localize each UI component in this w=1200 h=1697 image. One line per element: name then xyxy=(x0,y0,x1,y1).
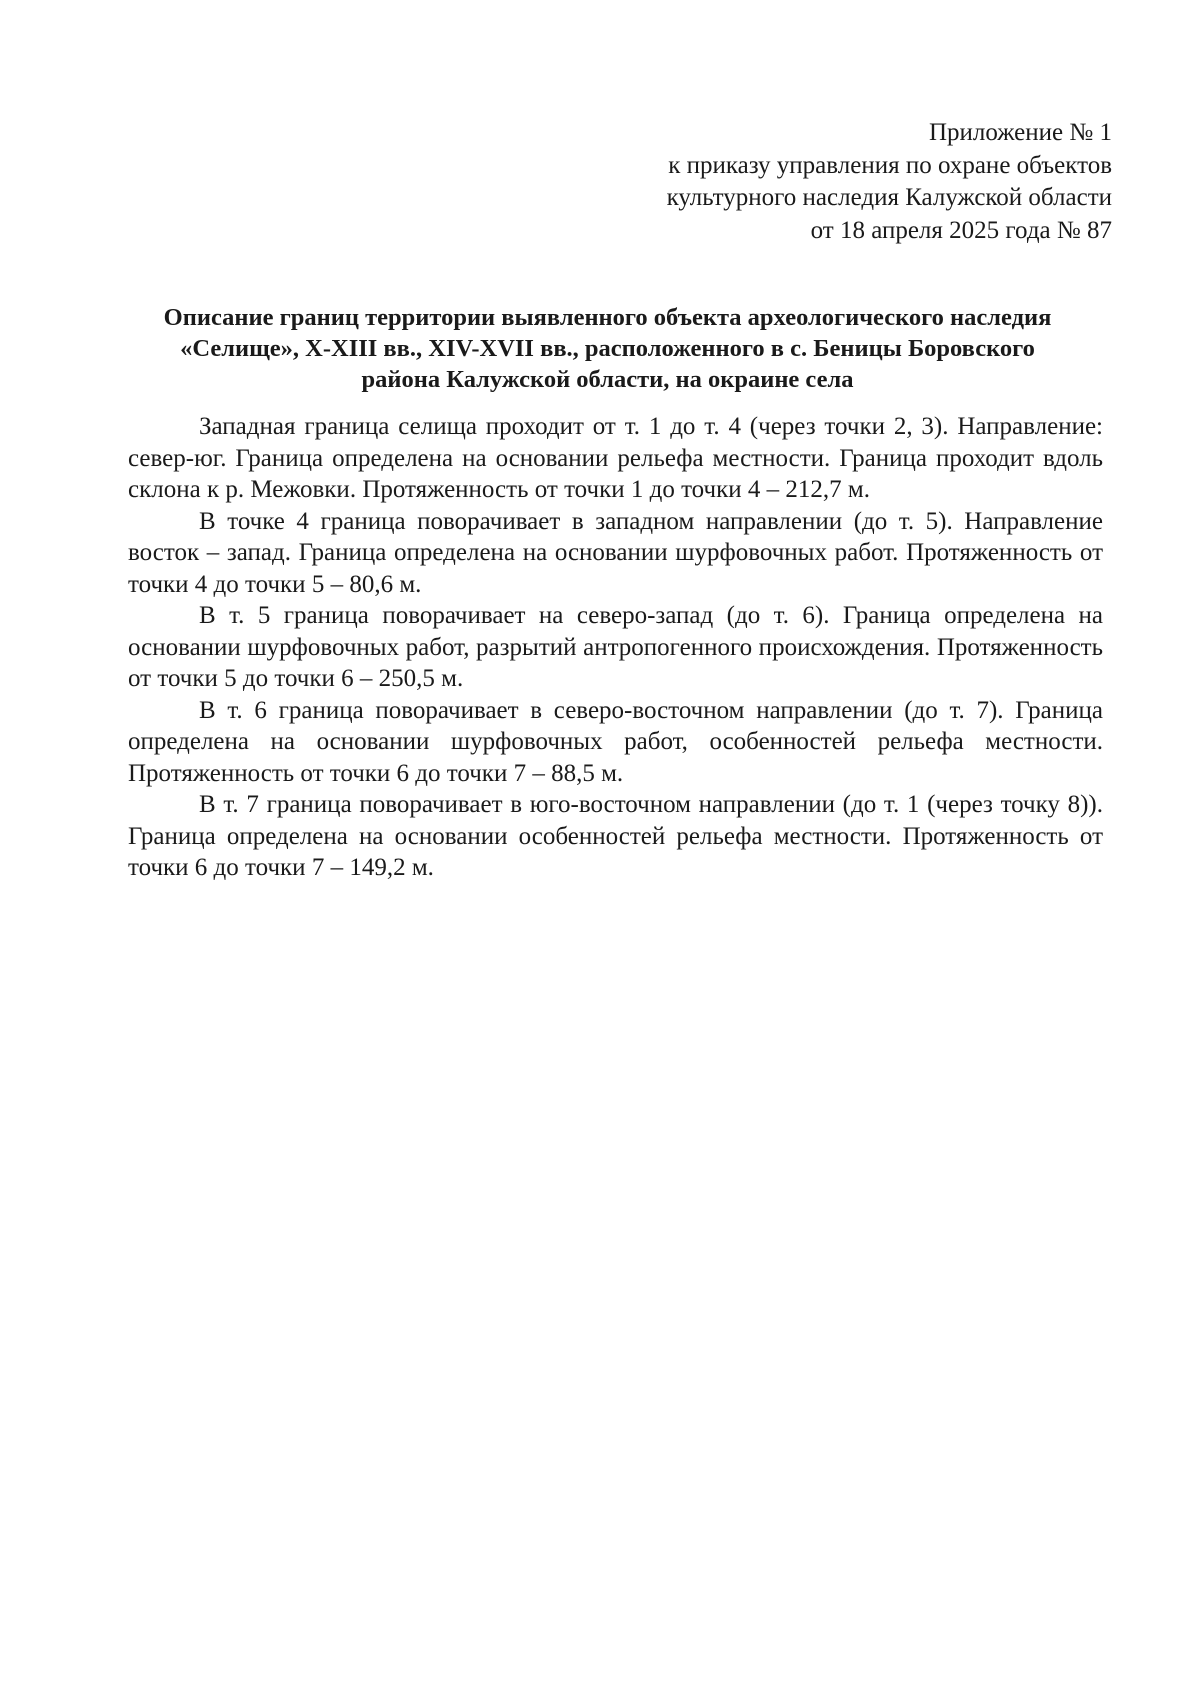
paragraph-point-4: В точке 4 граница поворачивает в западном направлении (до т. 5). Направление восток – запад. Граница определена на основании шурфовочных работ. Протяженность от точки 4 до точки 5 – 80,6 м. xyxy=(128,507,1103,598)
title-line: «Селище», X-XIII вв., XIV-XVII вв., расположенного в с. Беницы Боровского xyxy=(180,335,1035,362)
appendix-line: культурного наследия Калужской области xyxy=(666,184,1112,211)
paragraph-point-6: В т. 6 граница поворачивает в северо-восточном направлении (до т. 7). Граница определена на основании шурфовочных работ, особенностей рельефа местности. Протяженность от точки 6 до точки 7 – 88,5 м. xyxy=(128,696,1103,787)
appendix-line: Приложение № 1 xyxy=(928,119,1112,146)
paragraph-point-5: В т. 5 граница поворачивает на северо-запад (до т. 6). Граница определена на основании шурфовочных работ, разрытий антропогенного происхождения. Протяженность от точки 5 до точки 6 – 250,5 м. xyxy=(128,602,1103,692)
paragraph-point-7: В т. 7 граница поворачивает в юго-восточном направлении (до т. 1 (через точку 8)). Граница определена на основании особенностей рельефа местности. Протяженность от точки 6 до точки 7 – 149,2 м. xyxy=(128,791,1103,881)
title-line: района Калужской области, на окраине села xyxy=(361,366,854,393)
title-line: Описание границ территории выявленного объекта археологического наследия xyxy=(163,304,1052,331)
document-body xyxy=(128,411,1103,884)
document-title xyxy=(120,302,1095,395)
appendix-line: к приказу управления по охране объектов xyxy=(668,151,1112,179)
appendix-header xyxy=(667,117,1112,247)
appendix-line: от 18 апреля 2025 года № 87 xyxy=(810,216,1112,244)
paragraph-west-boundary: Западная граница селища проходит от т. 1 до т. 4 (через точки 2, 3). Направление: север-юг. Граница определена на основании рельефа местности. Граница проходит вдоль склона к р. Межовки. Протяженность от точки 1 до точки 4 – 212,7 м. xyxy=(128,413,1103,503)
